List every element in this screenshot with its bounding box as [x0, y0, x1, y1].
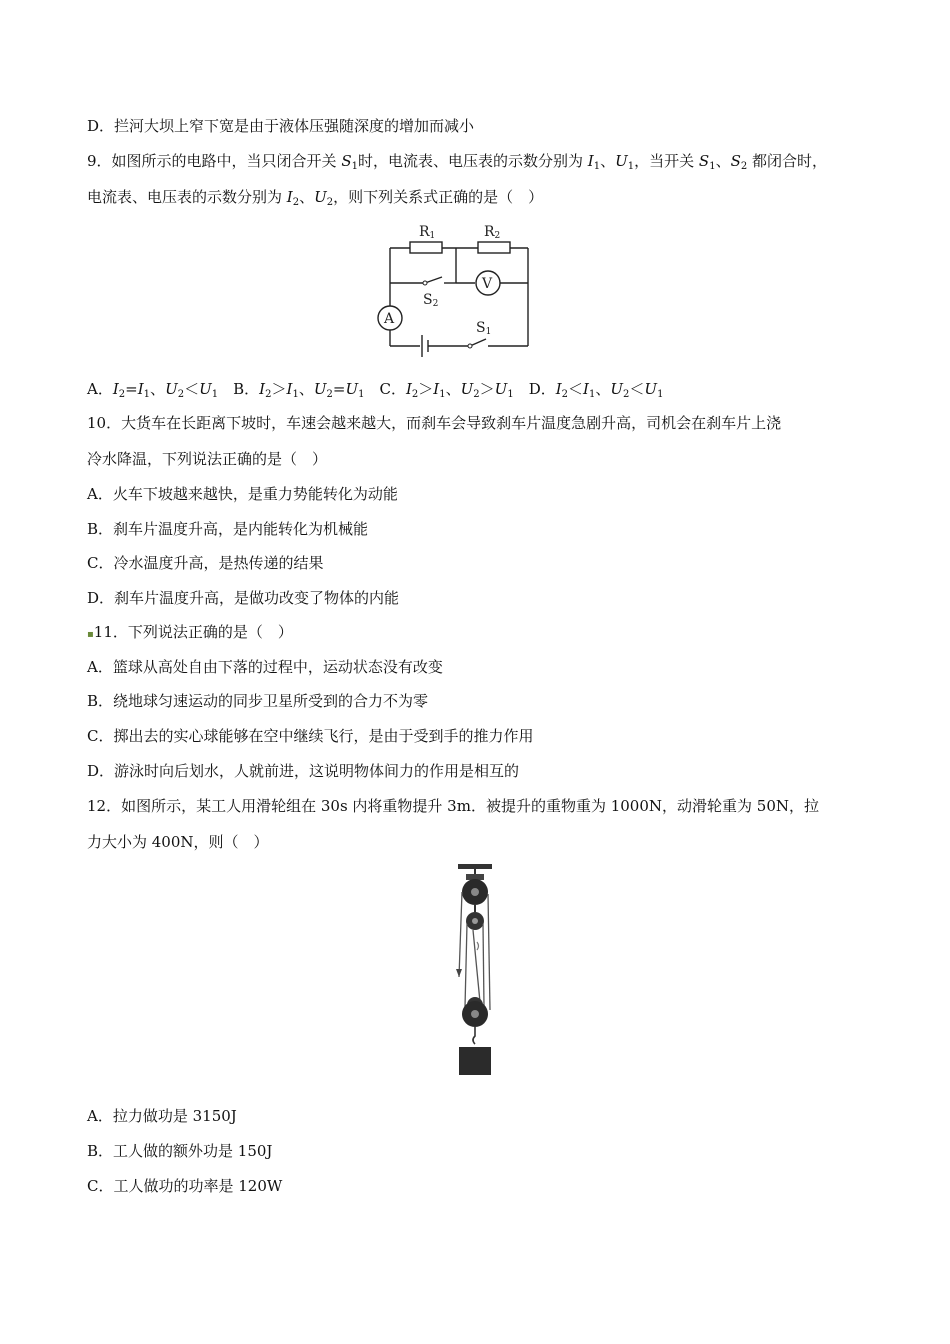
- label-r1: R: [419, 224, 430, 240]
- label-s1: S: [476, 320, 486, 336]
- q11-option-c: C．掷出去的实心球能够在空中继续飞行，是由于受到手的推力作用: [87, 727, 534, 745]
- paragraph-mark: ▪: [87, 629, 94, 640]
- q10-option-c: C．冷水温度升高，是热传递的结果: [87, 554, 324, 572]
- svg-text:R2: R2: [484, 224, 501, 241]
- rope-free-end: [459, 892, 462, 977]
- ceiling-bar: [458, 864, 492, 869]
- q11-option-b: B．绕地球匀速运动的同步卫星所受到的合力不为零: [87, 692, 429, 710]
- label-v: V: [482, 276, 493, 292]
- q8-option-d: D．拦河大坝上窄下宽是由于液体压强随深度的增加而减小: [87, 117, 475, 135]
- pulley-system-figure: [440, 862, 510, 1080]
- q10-stem-line2: 冷水降温，下列说法正确的是（ ）: [87, 450, 328, 468]
- label-a: A: [384, 311, 395, 327]
- q12-stem-line1: 12．如图所示，某工人用滑轮组在 30s 内将重物提升 3m．被提升的重物重为 1000N，动滑轮重为 50N，拉: [87, 797, 819, 815]
- resistor-r1: [410, 242, 442, 253]
- q9-stem-line1: 9．如图所示的电路中，当只闭合开关 $S_1$时，电流表、电压表的示数分别为 $I_1$、$U_1$，当开关 $S_1$、$S_2$ 都闭合时，: [87, 152, 828, 172]
- q10-option-a: A．火车下坡越来越快，是重力势能转化为动能: [87, 485, 398, 503]
- q11-option-d: D．游泳时向后划水，人就前进，这说明物体间力的作用是相互的: [87, 762, 520, 780]
- q12-stem-line2: 力大小为 400N，则（ ）: [87, 833, 269, 851]
- q10-stem-line1: 10．大货车在长距离下坡时，车速会越来越大，而刹车会导致刹车片温度急剧升高，司机会在刹车片上浇: [87, 414, 782, 432]
- q11-stem: ▪11．下列说法正确的是（ ）: [87, 623, 293, 641]
- weight-block: [459, 1047, 491, 1075]
- label-r2: R: [484, 224, 495, 240]
- q12-option-c: C．工人做功的功率是 120W: [87, 1177, 283, 1195]
- q12-option-b: B．工人做的额外功是 150J: [87, 1142, 273, 1160]
- circuit-diagram: [370, 218, 540, 360]
- resistor-r2: [478, 242, 510, 253]
- q12-option-a: A．拉力做功是 3150J: [87, 1107, 237, 1125]
- svg-text:R1: R1: [419, 224, 436, 241]
- q11-option-a: A．篮球从高处自由下落的过程中，运动状态没有改变: [87, 658, 443, 676]
- q9-options: A．$I_2=I_1$、$U_2<U_1$ B．$I_2>I_1$、$U_2=U_1$ C．$I_2>I_1$、$U_2>U_1$ D．$I_2<I_1$、$U_2<U_1$: [87, 380, 664, 400]
- svg-text:S2: S2: [423, 292, 439, 309]
- q9-stem-line2: 电流表、电压表的示数分别为 $I_2$、$U_2$，则下列关系式正确的是（ ）: [87, 188, 544, 208]
- label-s2: S: [423, 292, 433, 308]
- q10-option-b: B．刹车片温度升高，是内能转化为机械能: [87, 520, 369, 538]
- svg-text:S1: S1: [476, 320, 492, 337]
- q10-option-d: D．刹车片温度升高，是做功改变了物体的内能: [87, 589, 400, 607]
